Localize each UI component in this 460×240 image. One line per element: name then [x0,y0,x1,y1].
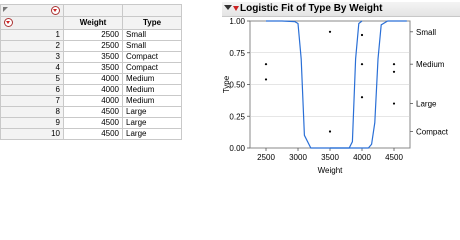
header-blank-weight [64,5,123,17]
cell-weight[interactable]: 3500 [64,63,123,74]
data-point[interactable] [361,96,363,98]
cell-type[interactable]: Small [123,41,182,52]
x-tick-label: 4500 [385,153,403,162]
y-tick-label: 1.00 [229,18,245,26]
row-number[interactable]: 5 [1,74,64,85]
y-tick-label: 0.00 [229,144,245,153]
table-row[interactable] [1,52,182,63]
table-row[interactable] [1,63,182,74]
cell-type[interactable]: Medium [123,96,182,107]
data-point[interactable] [361,63,363,65]
report-title-bar[interactable] [222,2,460,17]
cell-weight[interactable]: 4000 [64,85,123,96]
x-tick-label: 4000 [353,153,371,162]
data-point[interactable] [361,34,363,36]
data-point[interactable] [329,130,331,132]
data-point[interactable] [329,31,331,33]
table-corner[interactable] [1,5,64,17]
y-tick-label: 0.25 [229,112,245,122]
table-row[interactable] [1,96,182,107]
right-label-small: Small [416,27,437,37]
cell-weight[interactable]: 3500 [64,52,123,63]
cell-type[interactable]: Medium [123,85,182,96]
rows-menu[interactable] [1,17,64,30]
x-tick-label: 3500 [321,153,339,162]
cell-weight[interactable]: 4000 [64,74,123,85]
row-number[interactable]: 4 [1,63,64,74]
cell-type[interactable]: Large [123,107,182,118]
y-tick-label: 0.50 [229,80,245,90]
row-number[interactable]: 8 [1,107,64,118]
row-number[interactable]: 3 [1,52,64,63]
cell-type[interactable]: Small [123,30,182,41]
cell-weight[interactable]: 4500 [64,129,123,140]
row-number[interactable]: 1 [1,30,64,41]
column-header-type[interactable]: Type [123,17,182,30]
logistic-plot [222,18,460,184]
logistic-report [222,0,460,184]
table-header-row [1,17,182,30]
cell-type[interactable]: Compact [123,52,182,63]
right-label-compact: Compact [416,127,449,137]
column-header-weight[interactable]: Weight [64,17,123,30]
right-label-large: Large [416,99,437,109]
row-number[interactable]: 2 [1,41,64,52]
row-number[interactable]: 9 [1,118,64,129]
row-number[interactable]: 7 [1,96,64,107]
right-label-medium: Medium [416,60,445,70]
rows-hotspot-icon[interactable] [4,18,13,27]
cell-type[interactable]: Large [123,118,182,129]
table-hotspot-icon[interactable] [51,6,60,15]
table-row[interactable] [1,30,182,41]
x-tick-label: 2500 [257,153,275,162]
cell-type[interactable]: Large [123,129,182,140]
data-point[interactable] [393,71,395,73]
table-row[interactable] [1,118,182,129]
data-point[interactable] [393,63,395,65]
cell-weight[interactable]: 4000 [64,96,123,107]
cell-type[interactable]: Compact [123,63,182,74]
cell-type[interactable]: Medium [123,74,182,85]
x-tick-label: 3000 [289,153,307,162]
x-axis-label: Weight [317,166,343,175]
red-triangle-menu-icon[interactable] [233,6,239,11]
cell-weight[interactable]: 2500 [64,41,123,52]
corner-triangle-icon [3,7,8,12]
table-body [1,30,182,140]
disclosure-icon[interactable] [224,5,232,10]
data-table [0,4,182,140]
cell-weight[interactable]: 4500 [64,107,123,118]
table-row[interactable] [1,129,182,140]
data-point[interactable] [265,63,267,65]
table-row[interactable] [1,41,182,52]
report-title: Logistic Fit of Type By Weight [240,3,383,14]
cell-weight[interactable]: 2500 [64,30,123,41]
header-blank-type [123,5,182,17]
cell-weight[interactable]: 4500 [64,118,123,129]
data-point[interactable] [265,78,267,80]
row-number[interactable]: 6 [1,85,64,96]
data-point[interactable] [393,102,395,104]
table-row[interactable] [1,74,182,85]
row-number[interactable]: 10 [1,129,64,140]
y-axis-label: Type [222,75,231,94]
table-row[interactable] [1,107,182,118]
table-row[interactable] [1,85,182,96]
table-top-row [1,5,182,17]
y-tick-label: 0.75 [229,48,245,58]
